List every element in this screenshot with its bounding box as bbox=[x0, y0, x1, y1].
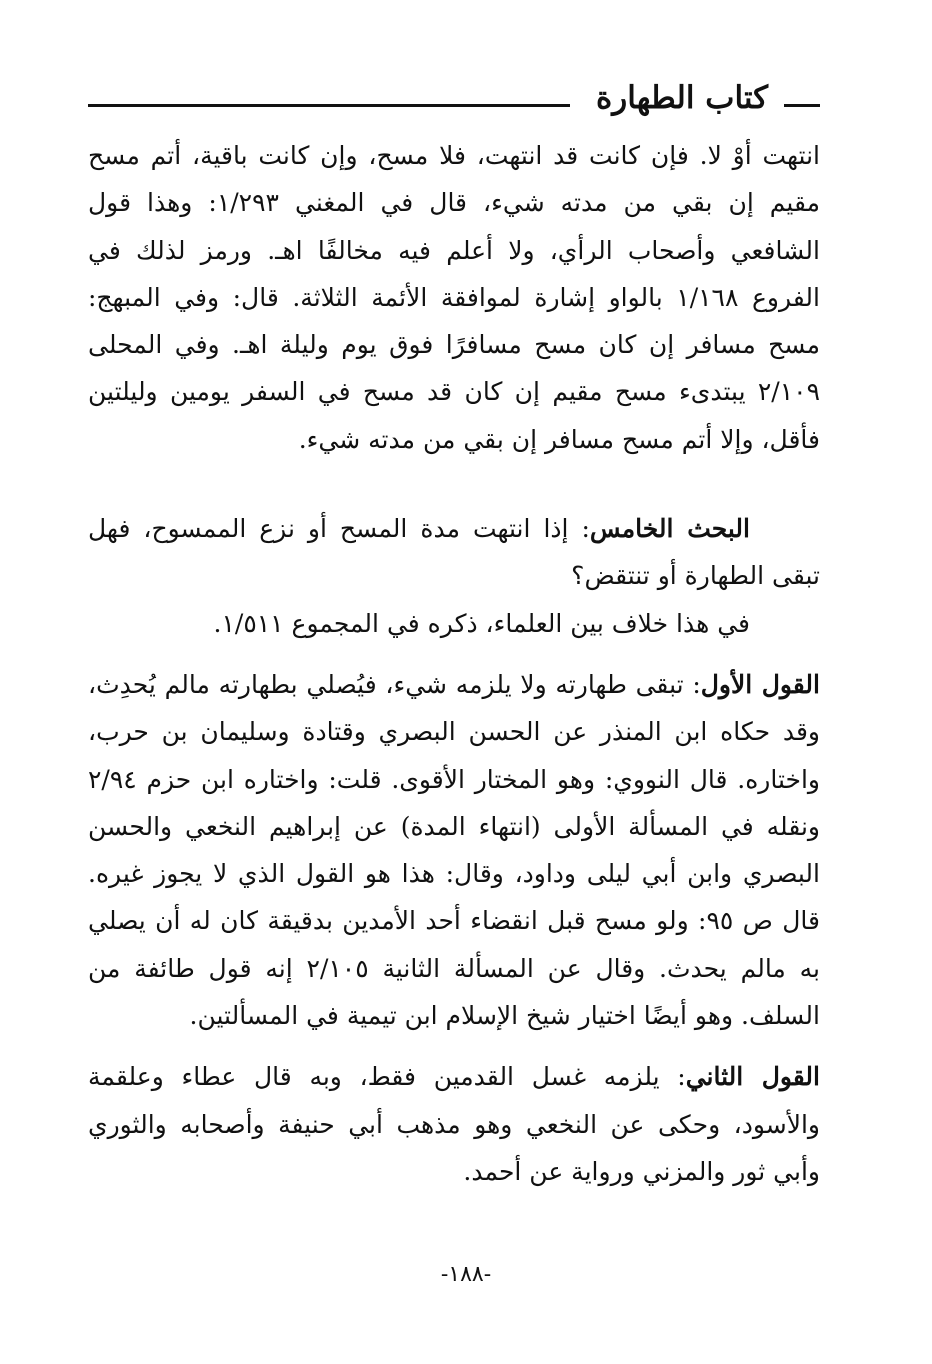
header-title: كتاب الطهارة bbox=[596, 80, 768, 116]
opinion-second bbox=[88, 1053, 820, 1195]
page-body bbox=[88, 132, 820, 1195]
section-label: البحث الخامس bbox=[589, 514, 750, 544]
paragraph-gap bbox=[88, 1039, 820, 1053]
header-rule-right bbox=[784, 104, 820, 107]
page-number: -١٨٨- bbox=[440, 1262, 492, 1287]
header-rule-left bbox=[88, 104, 570, 107]
opinion-text: : تبقى طهارته ولا يلزمه شيء، فيُصلي بطهارته مالم يُحدِث، وقد حكاه ابن المنذر عن الحسن البصري وقتادة وسليمان بن حرب، واختاره. قال النووي: وهو المختار الأقوى. قلت: واختاره ابن حزم ٢/٩٤ ونقله في المسألة الأولى (انتهاء المدة) عن إبراهيم النخعي والحسن البصري وابن أبي ليلى وداود، وقال: هذا هو القول الذي لا يجوز غيره. قال ص ٩٥: ولو مسح قبل انقضاء أحد الأمدين بدقيقة كان له أن يصلي به مالم يحدث. وقال عن المسألة الثانية ٢/١٠٥ إنه قول طائفة من السلف. وهو أيضًا اختيار شيخ الإسلام ابن تيمية في المسألتين. bbox=[88, 669, 820, 1031]
section-note: في هذا خلاف بين العلماء، ذكره في المجموع ١/٥١١. bbox=[213, 608, 750, 638]
paragraph-gap bbox=[88, 463, 820, 505]
opinion-label: القول الثاني bbox=[685, 1062, 820, 1092]
paragraph-gap bbox=[88, 647, 820, 661]
opinion-first bbox=[88, 661, 820, 1039]
section-fifth-topic bbox=[88, 505, 820, 600]
opinion-text: : يلزمه غسل القدمين فقط، وبه قال عطاء وعلقمة والأسود، وحكى عن النخعي وهو مذهب أبي حنيفة وأصحابه والثوري وأبي ثور والمزني ورواية عن أحمد. bbox=[88, 1062, 820, 1186]
opinion-label: القول الأول bbox=[700, 669, 820, 699]
section-text: : إذا انتهت مدة المسح أو نزع الممسوح، فهل تبقى الطهارة أو تنتقض؟ bbox=[88, 514, 820, 591]
running-header bbox=[88, 80, 820, 126]
paragraph-continuation: انتهت أوْ لا. فإن كانت قد انتهت، فلا مسح، وإن كانت باقية، أتم مسح مقيم إن بقي من مدته شيء، قال في المغني ١/٢٩٣: وهذا قول الشافعي وأصحاب الرأي، ولا أعلم فيه مخالفًا اهـ. ورمز لذلك في الفروع ١/١٦٨ بالواو إشارة لموافقة الأئمة الثلاثة. قال: وفي المبهج: مسح مسافر إن كان مسح مسافرًا فوق يوم وليلة اهـ. وفي المحلى ٢/١٠٩ يبتدىء مسح مقيم إن كان قد مسح في السفر يومين وليلتين فأقل، وإلا أتم مسح مسافر إن بقي من مدته شيء. bbox=[88, 141, 821, 454]
